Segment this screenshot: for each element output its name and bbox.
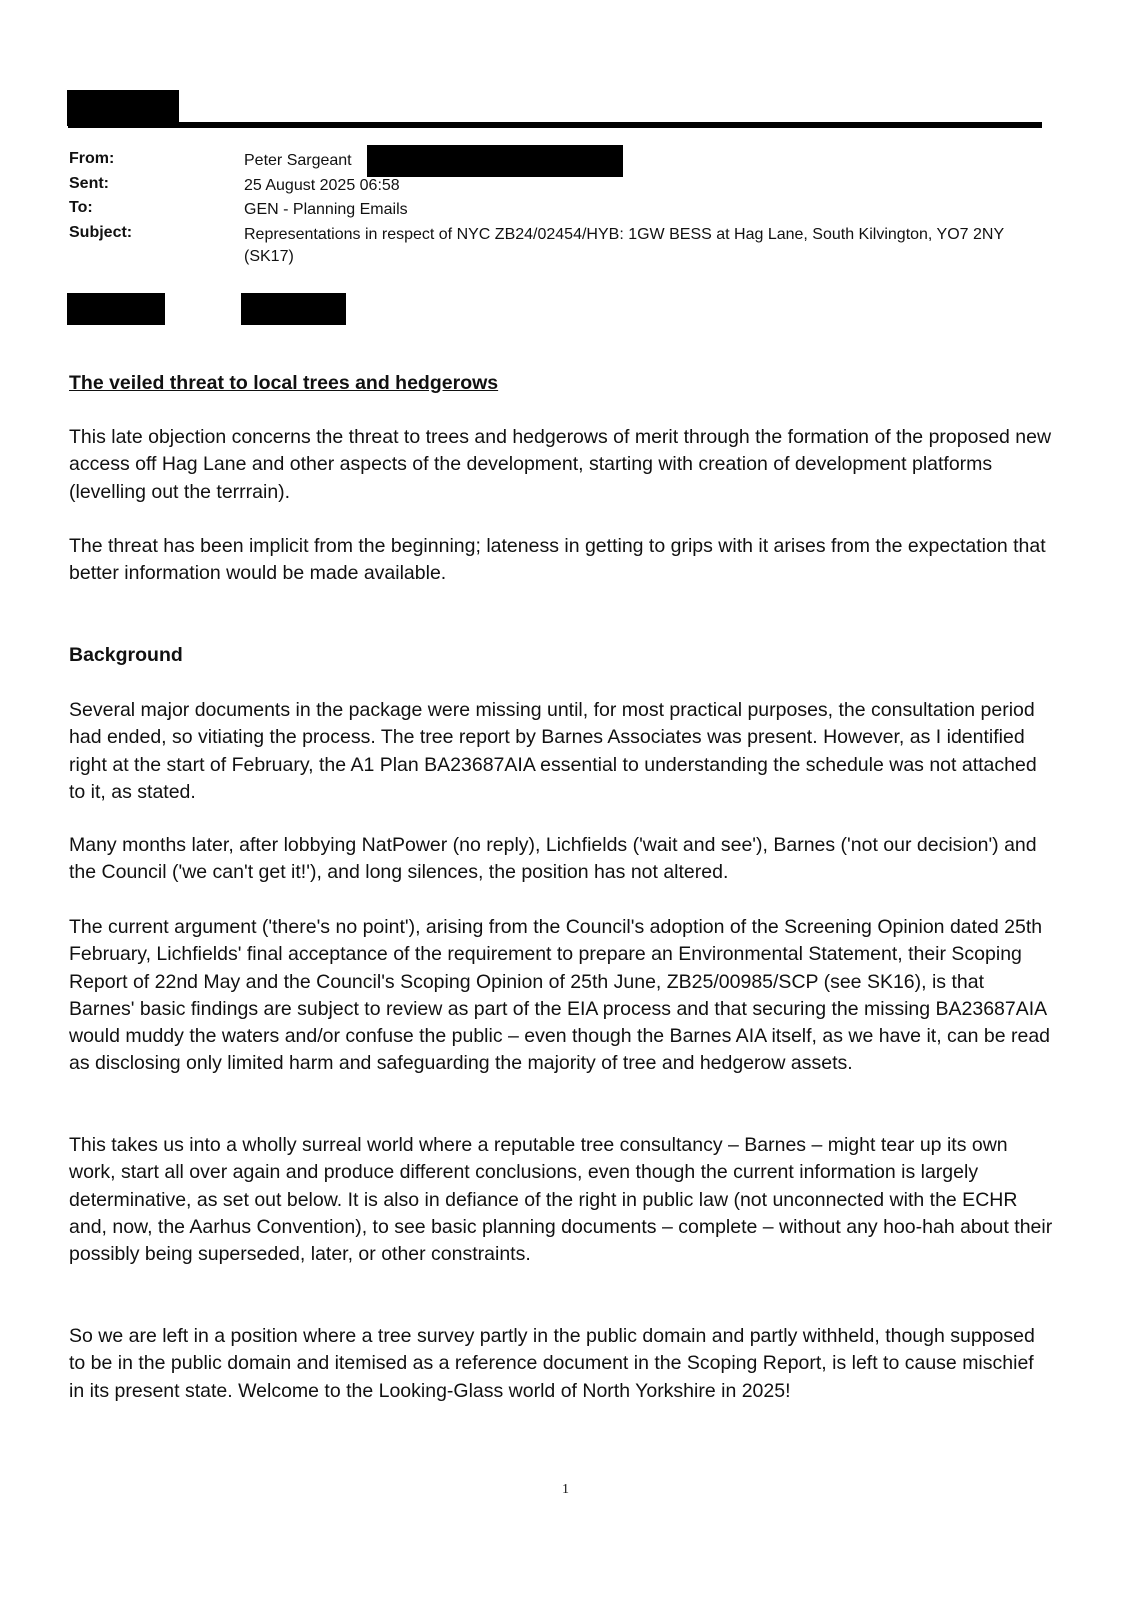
redaction-block-attachment-label xyxy=(67,293,165,325)
paragraph-current-argument: The current argument ('there's no point'), arising from the Council's adoption of the Screening Opinion dated 25th February, Lichfields' final acceptance of the requirement to prepare an Environmental Statement, their Scoping Report of 22nd May and the Council's Scoping Opinion of 25th June, ZB25/00985/SCP (see SK16), is that Barnes' basic findings are subject to review as part of the EIA process and that securing the missing BA23687AIA would muddy the waters and/or confuse the public – even though the Barnes AIA itself, as we have it, can be read as disclosing only limited harm and safeguarding the majority of tree and hedgerow assets. xyxy=(69,916,1051,1075)
to-label: To: xyxy=(69,199,93,216)
redaction-block-email-address xyxy=(367,145,623,177)
subject-label: Subject: xyxy=(69,224,133,241)
section-heading-background: Background xyxy=(69,644,183,666)
paragraph-threat: The threat has been implicit from the beginning; lateness in getting to grips with it arises from the expectation that better information would be made available. xyxy=(69,535,1046,585)
redaction-block-sender-title xyxy=(67,90,179,126)
from-value: Peter Sargeant xyxy=(244,152,352,169)
paragraph-objection: This late objection concerns the threat to trees and hedgerows of merit through the formation of the proposed new access off Hag Lane and other aspects of the development, starting with creation of development platforms (levelling out the terrrain). xyxy=(69,426,1052,503)
paragraph-looking-glass: So we are left in a position where a tree survey partly in the public domain and partly withheld, though supposed to be in the public domain and itemised as a reference document in the Scoping Report, is left to cause mischief in its present state. Welcome to the Looking-Glass world of North Yorkshire in 2025! xyxy=(69,1325,1035,1402)
subject-value: Representations in respect of NYC ZB24/02454/HYB: 1GW BESS at Hag Lane, South Kilvington, YO7 2NY (SK17) xyxy=(244,226,1004,265)
redaction-block-attachment-value xyxy=(241,293,346,325)
paragraph-lobbying: Many months later, after lobbying NatPower (no reply), Lichfields ('wait and see'), Barnes ('not our decision') and the Council ('we can't get it!'), and long silences, the position has not altered. xyxy=(69,834,1037,884)
section-heading-veiled-threat: The veiled threat to local trees and hedgerows xyxy=(69,372,499,394)
sent-label: Sent: xyxy=(69,175,109,192)
sent-value: 25 August 2025 06:58 xyxy=(244,177,400,194)
page-number: 1 xyxy=(562,1482,569,1497)
from-label: From: xyxy=(69,150,115,167)
to-value: GEN - Planning Emails xyxy=(244,201,408,218)
header-rule xyxy=(68,122,1042,128)
paragraph-surreal-world: This takes us into a wholly surreal world where a reputable tree consultancy – Barnes – might tear up its own work, start all over again and produce different conclusions, even though the current information is largely determinative, as set out below. It is also in defiance of the right in public law (not unconnected with the ECHR and, now, the Aarhus Convention), to see basic planning documents – complete – without any hoo-hah about their possibly being superseded, later, or other constraints. xyxy=(69,1134,1053,1266)
paragraph-missing-documents: Several major documents in the package were missing until, for most practical purposes, the consultation period had ended, so vitiating the process. The tree report by Barnes Associates was present. However, as I identified right at the start of February, the A1 Plan BA23687AIA essential to understanding the schedule was not attached to it, as stated. xyxy=(69,699,1037,803)
